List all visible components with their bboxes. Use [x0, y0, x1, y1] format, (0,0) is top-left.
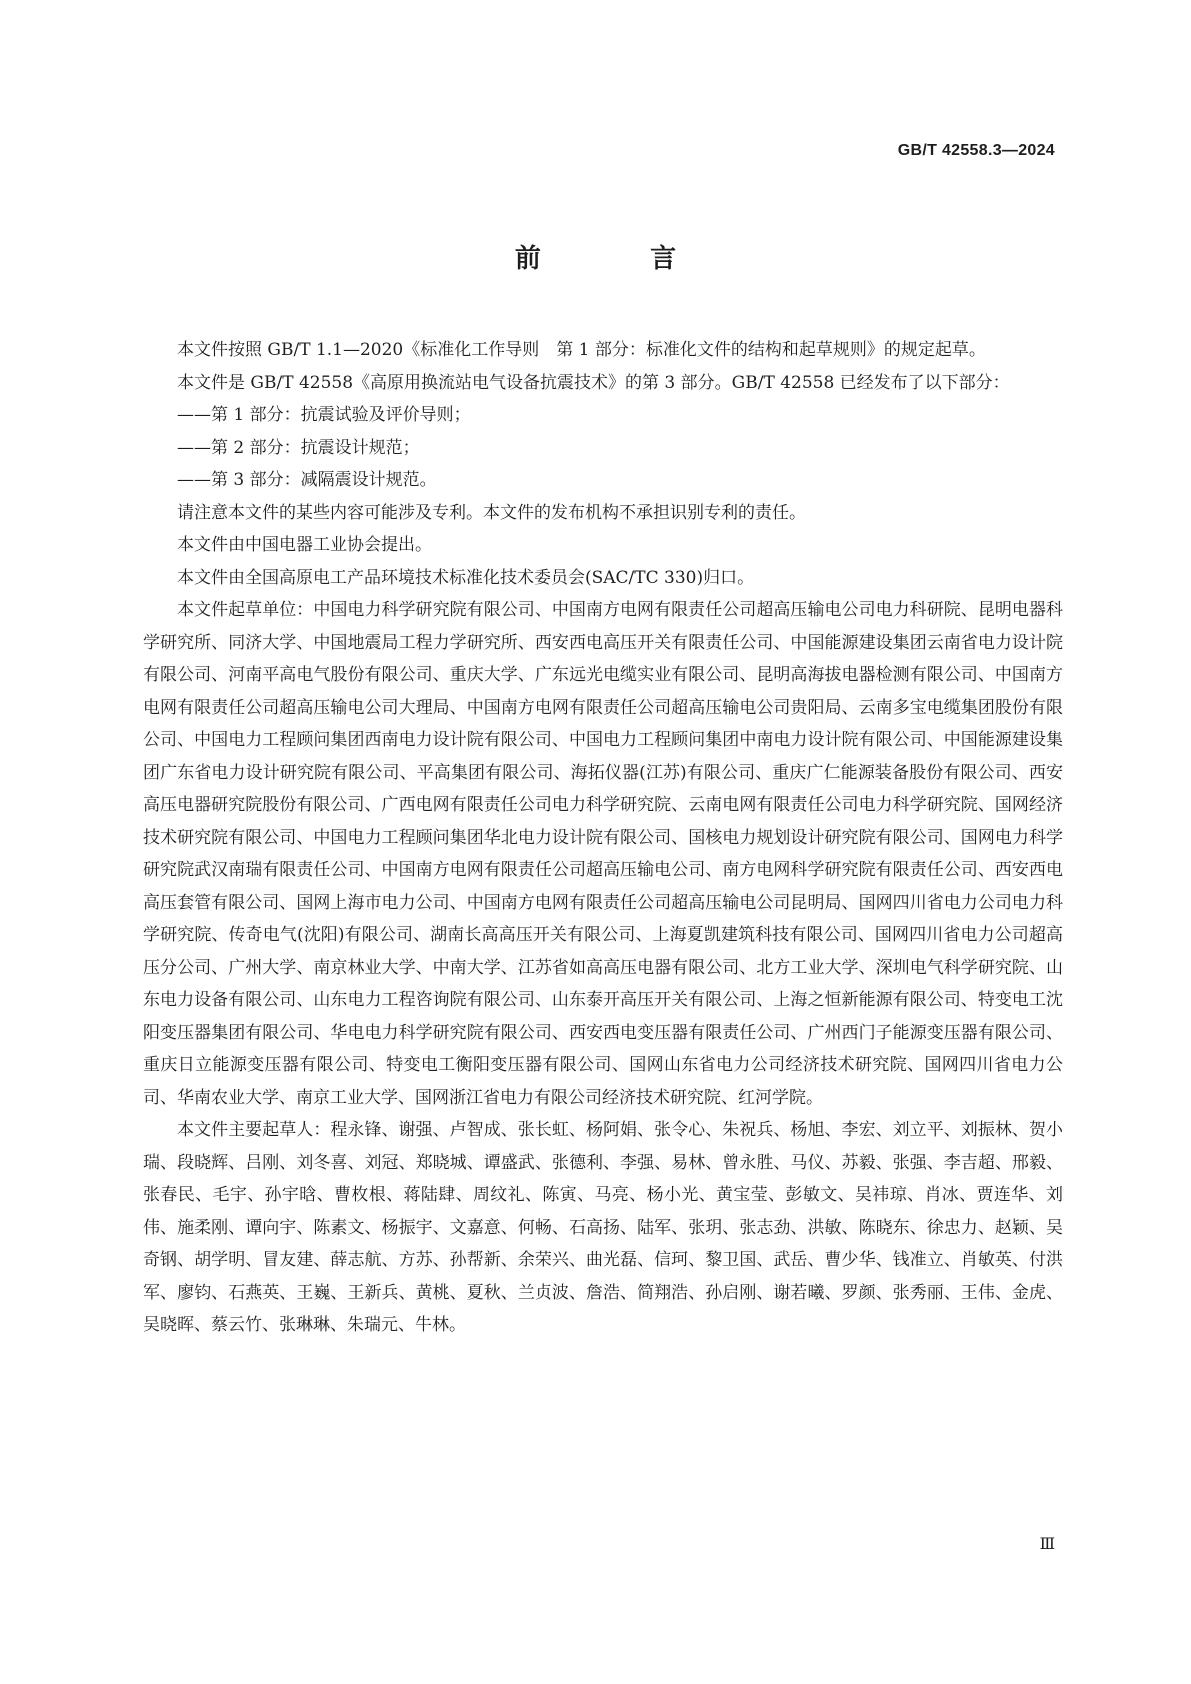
paragraph-proposer: 本文件由中国电器工业协会提出。: [177, 535, 432, 555]
page-number: Ⅲ: [1039, 1534, 1055, 1553]
paragraph-drafting-rules: 本文件按照 GB/T 1.1—2020《标准化工作导则 第 1 部分：标准化文件的结构和起草规则》的规定起草。: [177, 340, 986, 360]
page-title: 前 言: [514, 244, 718, 274]
document-body: [143, 334, 1063, 1342]
list-item: ——第 3 部分：减隔震设计规范。: [177, 470, 437, 490]
list-item: ——第 1 部分：抗震试验及评价导则；: [177, 405, 471, 425]
paragraph-patent-notice: 请注意本文件的某些内容可能涉及专利。本文件的发布机构不承担识别专利的责任。: [177, 502, 806, 523]
paragraph-drafting-units: 本文件起草单位：中国电力科学研究院有限公司、中国南方电网有限责任公司超高压输电公司电力科研院、昆明电器科学研究所、同济大学、中国地震局工程力学研究所、西安西电高压开关有限责任公司、中国能源建设集团云南省电力设计院有限公司、河南平高电气股份有限公司、重庆大学、广东远光电缆实业有限公司、昆明高海拔电器检测有限公司、中国南方电网有限责任公司超高压输电公司大理局、中国南方电网有限责任公司超高压输电公司贵阳局、云南多宝电缆集团股份有限公司、中国电力工程顾问集团西南电力设计院有限公司、中国电力工程顾问集团中南电力设计院有限公司、中国能源建设集团广东省电力设计研究院有限公司、平高集团有限公司、海拓仪器(江苏)有限公司、重庆广仁能源装备股份有限公司、西安高压电器研究院股份有限公司、广西电网有限责任公司电力科学研究院、云南电网有限责任公司电力科学研究院、国网经济技术研究院有限公司、中国电力工程顾问集团华北电力设计院有限公司、国核电力规划设计研究院有限公司、国网电力科学研究院武汉南瑞有限责任公司、中国南方电网有限责任公司超高压输电公司、南方电网科学研究院有限责任公司、西安西电高压套管有限公司、国网上海市电力公司、中国南方电网有限责任公司超高压输电公司昆明局、国网四川省电力公司电力科学研究院、传奇电气(沈阳)有限公司、湖南长高高压开关有限公司、上海夏凯建筑科技有限公司、国网四川省电力公司超高压分公司、广州大学、南京林业大学、中南大学、江苏省如高高压电器有限公司、北方工业大学、深圳电气科学研究院、山东电力设备有限公司、山东电力工程咨询院有限公司、山东泰开高压开关有限公司、上海之恒新能源有限公司、特变电工沈阳变压器集团有限公司、华电电力科学研究院有限公司、西安西电变压器有限责任公司、广州西门子能源变压器有限公司、重庆日立能源变压器有限公司、特变电工衡阳变压器有限公司、国网山东省电力公司经济技术研究院、国网四川省电力公司、华南农业大学、南京工业大学、国网浙江省电力有限公司经济技术研究院、红河学院。: [143, 600, 1063, 1108]
list-item: ——第 2 部分：抗震设计规范；: [177, 437, 420, 458]
paragraph-administrator: 本文件由全国高原电工产品环境技术标准化技术委员会(SAC/TC 330)归口。: [177, 567, 755, 588]
parts-list: [143, 399, 1063, 497]
standard-number: GB/T 42558.3—2024: [897, 142, 1055, 159]
paragraph-series-description: 本文件是 GB/T 42558《高原用换流站电气设备抗震技术》的第 3 部分。GB/T 42558 已经发布了以下部分：: [177, 372, 1010, 393]
paragraph-drafters: 本文件主要起草人：程永锋、谢强、卢智成、张长虹、杨阿娟、张令心、朱祝兵、杨旭、李宏、刘立平、刘振林、贺小瑞、段晓辉、吕刚、刘冬喜、刘冠、郑晓城、谭盛武、张德利、李强、易林、曾永胜、马仪、苏毅、张强、李吉超、邢毅、张春民、毛宇、孙宇晗、曹枚根、蒋陆肆、周纹礼、陈寅、马亮、杨小光、黄宝莹、彭敏文、吴祎琼、肖冰、贾连华、刘伟、施柔刚、谭向宇、陈素文、杨振宇、文嘉意、何畅、石高扬、陆军、张玥、张志劲、洪敏、陈晓东、徐忠力、赵颖、吴奇钢、胡学明、冒友建、薛志航、方苏、孙帮新、余荣兴、曲光磊、信珂、黎卫国、武岳、曹少华、钱准立、肖敏英、付洪军、廖钧、石燕英、王巍、王新兵、黄桃、夏秋、兰贞波、詹浩、简翔浩、孙启刚、谢若曦、罗颜、张秀丽、王伟、金虎、吴晓晖、蔡云竹、张琳琳、朱瑞元、牛林。: [143, 1120, 1063, 1335]
